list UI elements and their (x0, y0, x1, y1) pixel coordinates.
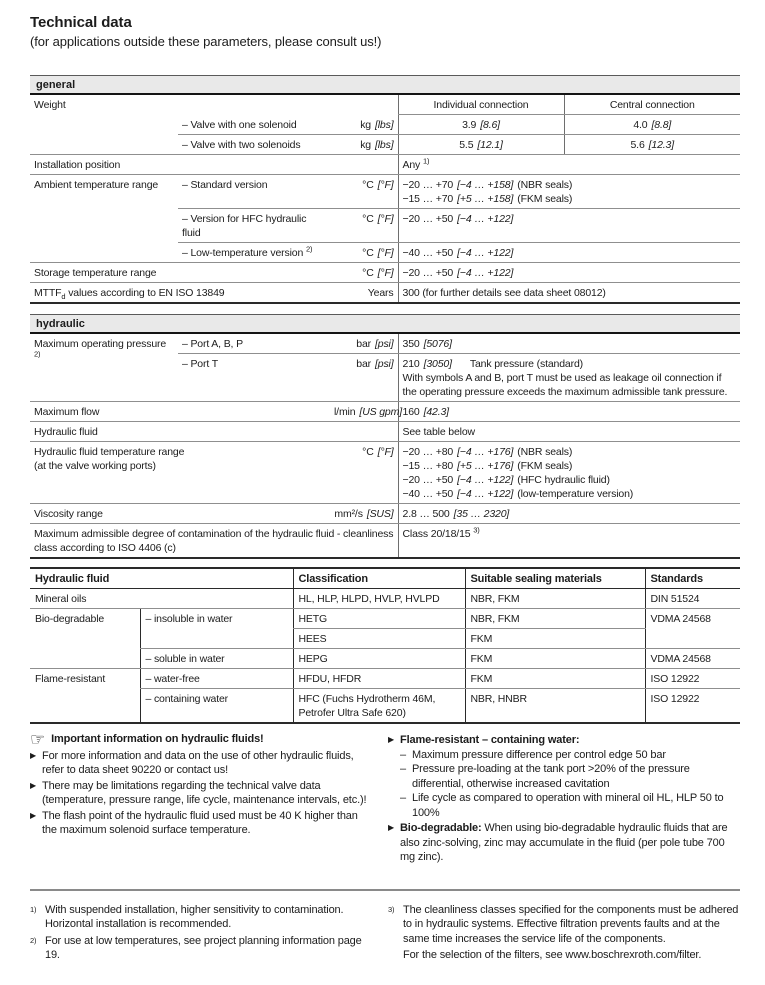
page-subtitle: (for applications outside these parameters, please consult us!) (30, 34, 382, 49)
table-row (30, 95, 740, 115)
insoluble-sublabel: – insoluble in water (140, 609, 293, 649)
port-t-sublabel: – Port T (178, 354, 330, 402)
important-info-heading: ☞ Important information on hydraulic fluids! (30, 729, 264, 749)
sealing-cell: NBR, HNBR (465, 689, 645, 724)
footnote-divider (30, 889, 740, 891)
footnotes-left-column (30, 903, 370, 965)
triangle-bullet-icon: ▶ (30, 810, 37, 820)
weight-label: Weight (30, 95, 178, 155)
storage-temperature-label: Storage temperature range (30, 263, 330, 283)
bio-degradable-label: Bio-degradable (30, 609, 140, 669)
flame-resistant-label: Flame-resistant (35, 673, 106, 685)
table-row (30, 263, 740, 283)
value-cell: 3.9 [8.6] (398, 115, 564, 135)
classification-cell: HL, HLP, HLPD, HVLP, HVLPD (293, 589, 465, 609)
note-dash-item: – Pressure pre-loading at the tank port >20% of the pressure differential, otherwise increased cavitation (400, 763, 690, 790)
containing-water-sublabel: – containing water (140, 689, 293, 724)
value-cell: −20 … +80 [−4 … +176] (NBR seals) −15 … +80 [+5 … +176] (FKM seals) −20 … +50 [−4 … +122] (HFC hydraulic fluid) −40 … +50 [−4 … +122] (low-temperature version) (398, 442, 740, 504)
unit-cell: °C [°F] (330, 243, 398, 263)
mineral-oils-label: Mineral oils (30, 589, 293, 609)
value-cell: 160 [42.3] (398, 402, 740, 422)
note-dash-item: – Life cycle as compared to operation with mineral oil HL, HLP 50 to 100% (400, 792, 724, 819)
unit-cell: °C [°F] (330, 175, 398, 209)
sealing-cell: NBR, FKM (465, 609, 645, 629)
table-row (30, 504, 740, 524)
standard-cell: DIN 51524 (645, 589, 740, 609)
unit-cell: kg [lbs] (330, 115, 398, 135)
footnote-item: 2) For use at low temperatures, see project planning information page 19. (30, 934, 362, 961)
dash-marker: – (400, 792, 406, 804)
unit-cell: °C [°F] (330, 209, 398, 243)
hydraulic-table (30, 334, 740, 559)
port-t-extra-text: With symbols A and B, port T must be used as leakage oil connection if the operating pressure exceeds the maximum admissible tank pressure. (402, 372, 728, 398)
max-flow-label: Maximum flow (30, 402, 330, 422)
ambient-row-sublabel: – Standard version (178, 175, 330, 209)
footnote-marker: 2) (30, 935, 37, 945)
unit-cell: mm²/s [SUS] (330, 504, 398, 524)
unit-cell: bar [psi] (330, 354, 398, 402)
standard-cell: VDMA 24568 (645, 609, 740, 649)
ambient-row-sublabel: – Version for HFC hydraulic fluid (178, 209, 330, 243)
unit-cell: °C [°F] (330, 442, 398, 504)
classification-cell: HEES (293, 629, 465, 649)
section-header-hydraulic: hydraulic (30, 314, 740, 334)
weight-row-sublabel: – Valve with one solenoid (178, 115, 330, 135)
footnotes-block (30, 903, 740, 965)
unit-cell (330, 422, 398, 442)
value-cell: −40 … +50 [−4 … +122] (398, 243, 740, 263)
note-bullet-item: ▶ The flash point of the hydraulic fluid used must be 40 K higher than the maximum solenoid surface temperature. (30, 809, 358, 836)
unit-cell: Years (367, 287, 394, 299)
note-dash-item: – Maximum pressure difference per control edge 50 bar (400, 748, 666, 761)
value-cell: 210 [3050] Tank pressure (standard) With symbols A and B, port T must be used as leakage oil connection if the operating pressure exceeds the maximum admissible tank pressure. (398, 354, 740, 402)
port-abp-sublabel: – Port A, B, P (178, 334, 330, 354)
triangle-bullet-icon: ▶ (30, 750, 37, 760)
value-cell: −20 … +50 [−4 … +122] (398, 263, 740, 283)
value-cell: Any $^{1)}$ (398, 155, 740, 175)
standard-cell: VDMA 24568 (645, 649, 740, 669)
note-bullet-item: ▶ For more information and data on the use of other hydraulic fluids, refer to data sheet 90220 or contact us! (30, 749, 354, 776)
header-classification: Classification (293, 568, 465, 589)
note-bullet-item: ▶ Bio-degradable: When using bio-degradable hydraulic fluids that are also zinc-solving, zinc may accumulate in the fluid (per pole tube 700 mg zinc). (388, 822, 728, 863)
table-row (30, 155, 740, 175)
max-operating-pressure-label: Maximum operating pressure $^{2)}$ (30, 334, 178, 402)
value-cell: −20 … +50 [−4 … +122] (398, 209, 740, 243)
installation-position-label: Installation position (30, 155, 330, 175)
column-header-central-connection: Central connection (564, 95, 740, 115)
sealing-cell: FKM (465, 629, 645, 649)
footnote-marker: 1) (30, 904, 37, 914)
sealing-cell: NBR, FKM (465, 589, 645, 609)
page-title: Technical data (30, 14, 132, 31)
ambient-temperature-label: Ambient temperature range (30, 175, 178, 263)
unit-cell: kg [lbs] (330, 135, 398, 155)
general-table (30, 95, 740, 304)
unit-cell (330, 155, 398, 175)
ambient-row-sublabel: – Low-temperature version $^{2)}$ (178, 243, 330, 263)
dash-marker: – (400, 748, 406, 761)
dash-marker: – (400, 763, 406, 775)
water-free-sublabel: – water-free (140, 669, 293, 689)
hydraulic-fluid-label: Hydraulic fluid (30, 422, 330, 442)
triangle-bullet-icon: ▶ (30, 780, 37, 790)
unit-cell: bar [psi] (330, 334, 398, 354)
table-row (30, 609, 740, 629)
notes-right-column (388, 732, 740, 865)
value-cell: 5.5 [12.1] (398, 135, 564, 155)
table-row (30, 669, 740, 689)
value-cell: 300 (for further details see data sheet 08012) (398, 283, 740, 304)
header-sealing-materials: Suitable sealing materials (465, 568, 645, 589)
hydraulic-fluid-table (30, 567, 740, 724)
fluid-temp-range-label: Hydraulic fluid temperature range (at the valve working ports) (30, 442, 330, 504)
footnote-link-text: For the selection of the filters, see www.boschrexroth.com/filter. (403, 949, 702, 961)
unit-cell: l/min [US gpm] (330, 402, 398, 422)
contamination-label: Maximum admissible degree of contamination of the hydraulic fluid - cleanliness class according to ISO 4406 (c) (34, 528, 394, 554)
table-row (30, 524, 740, 559)
viscosity-range-label: Viscosity range (30, 504, 330, 524)
footnote-item: 3) The cleanliness classes specified for the components must be adhered to in hydraulic systems. Effective filtration prevents faults and at the same time increases the service life of the components. For the selection of the filters, see www.boschrexroth.com/filter. (388, 903, 739, 961)
notes-block (30, 729, 740, 865)
table-row (30, 402, 740, 422)
value-cell: 350 [5076] (398, 334, 740, 354)
notes-left-column (30, 729, 370, 865)
weight-row-sublabel: – Valve with two solenoids (178, 135, 330, 155)
table-row (30, 442, 740, 504)
value-cell: Class 20/18/15 $^{3)}$ (398, 524, 740, 559)
soluble-sublabel: – soluble in water (140, 649, 293, 669)
value-cell: See table below (398, 422, 740, 442)
triangle-bullet-icon: ▶ (388, 735, 395, 744)
table-header-row (30, 568, 740, 589)
mttf-label: $MTTF_d$ values according to EN ISO 13849 (34, 287, 225, 302)
value-cell: 4.0 [8.8] (564, 115, 740, 135)
column-header-individual-connection: Individual connection (398, 95, 564, 115)
spacer-cell (178, 95, 398, 115)
sealing-cell: FKM (465, 669, 645, 689)
unit-cell: °C [°F] (330, 263, 398, 283)
header-hydraulic-fluid: Hydraulic fluid (30, 568, 293, 589)
table-row (30, 283, 740, 304)
standard-cell: ISO 12922 (645, 689, 740, 724)
value-cell: 5.6 [12.3] (564, 135, 740, 155)
sealing-cell: FKM (465, 649, 645, 669)
classification-cell: HFC (Fuchs Hydrotherm 46M, Petrofer Ultra Safe 620) (293, 689, 465, 724)
classification-cell: HEPG (293, 649, 465, 669)
footnote-marker: 3) (388, 904, 395, 914)
header-standards: Standards (645, 568, 740, 589)
section-header-general: general (30, 75, 740, 95)
value-cell: −20 … +70 [−4 … +158] (NBR seals) −15 … +70 [+5 … +158] (FKM seals) (398, 175, 740, 209)
classification-cell: HFDU, HFDR (293, 669, 465, 689)
table-row (30, 334, 740, 354)
standard-cell: ISO 12922 (645, 669, 740, 689)
classification-cell: HETG (293, 609, 465, 629)
table-row (30, 589, 740, 609)
table-row (30, 175, 740, 209)
table-row (30, 422, 740, 442)
note-bullet-item: ▶ There may be limitations regarding the technical valve data (temperature, pressure range, life cycle, maintenance intervals, etc.)! (30, 779, 367, 806)
value-cell: 2.8 … 500 [35 … 2320] (398, 504, 740, 524)
footnotes-right-column (388, 903, 740, 965)
footnote-item: 1) With suspended installation, higher sensitivity to contamination. Horizontal installation is recommended. (30, 903, 344, 930)
note-bullet-item: ▶ Flame-resistant – containing water: (388, 734, 580, 746)
pointing-hand-icon: ☞ (30, 729, 46, 749)
triangle-bullet-icon: ▶ (388, 823, 395, 832)
